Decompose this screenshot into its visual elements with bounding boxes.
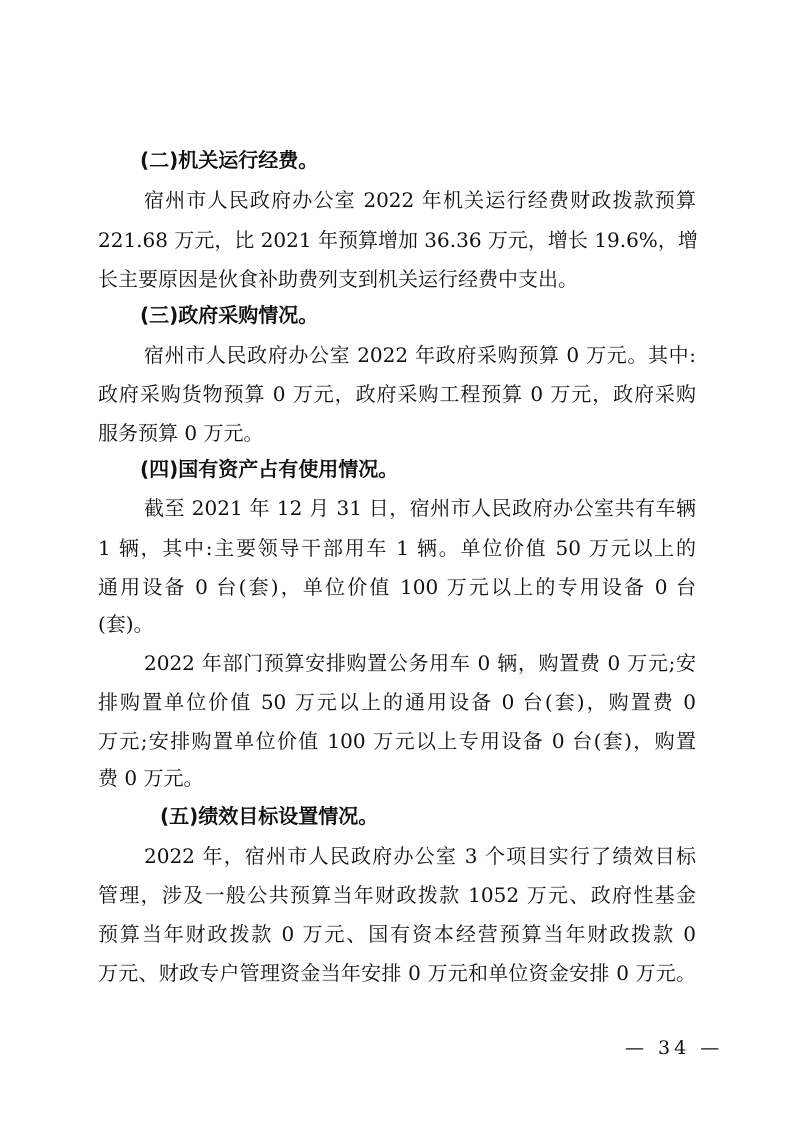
paragraph-line: 宿州市人民政府办公室 2022 年政府采购预算 0 万元。其中: xyxy=(144,343,696,367)
paragraph-line: 2022 年，宿州市人民政府办公室 3 个项目实行了绩效目标 xyxy=(144,844,696,868)
paragraph-line: 费 0 万元。 xyxy=(98,766,204,790)
page-number: — 34 — xyxy=(625,1037,724,1059)
paragraph-line: 长主要原因是伙食补助费列支到机关运行经费中支出。 xyxy=(98,267,578,291)
paragraph-line: 政府采购货物预算 0 万元，政府采购工程预算 0 万元，政府采购 xyxy=(98,382,696,406)
section-heading-performance-goals: (五)绩效目标设置情况。 xyxy=(160,804,379,828)
paragraph-line: 1 辆，其中:主要领导干部用车 1 辆。单位价值 50 万元以上的 xyxy=(98,536,696,560)
section-heading-procurement: (三)政府采购情况。 xyxy=(140,303,319,327)
paragraph-line: 预算当年财政拨款 0 万元、国有资本经营预算当年财政拨款 0 xyxy=(98,922,696,946)
paragraph-line: 管理，涉及一般公共预算当年财政拨款 1052 万元、政府性基金 xyxy=(98,883,696,907)
paragraph-line: 排购置单位价值 50 万元以上的通用设备 0 台(套)，购置费 0 xyxy=(98,690,696,714)
section-heading-operating-costs: (二)机关运行经费。 xyxy=(140,148,319,172)
paragraph-line: (套)。 xyxy=(98,612,154,636)
paragraph-line: 截至 2021 年 12 月 31 日，宿州市人民政府办公室共有车辆 xyxy=(144,496,696,520)
paragraph-line: 221.68 万元，比 2021 年预算增加 36.36 万元，增长 19.6%，增 xyxy=(98,228,698,252)
paragraph-line: 万元;安排购置单位价值 100 万元以上专用设备 0 台(套)，购置 xyxy=(98,729,696,753)
paragraph-line: 服务预算 0 万元。 xyxy=(98,421,264,445)
paragraph-line: 2022 年部门预算安排购置公务用车 0 辆，购置费 0 万元;安 xyxy=(144,651,696,675)
section-heading-state-assets: (四)国有资产占有使用情况。 xyxy=(140,457,399,481)
paragraph-line: 通用设备 0 台(套)，单位价值 100 万元以上的专用设备 0 台 xyxy=(98,575,696,599)
paragraph-line: 万元、财政专户管理资金当年安排 0 万元和单位资金安排 0 万元。 xyxy=(98,961,696,985)
paragraph-line: 宿州市人民政府办公室 2022 年机关运行经费财政拨款预算 xyxy=(144,188,696,212)
